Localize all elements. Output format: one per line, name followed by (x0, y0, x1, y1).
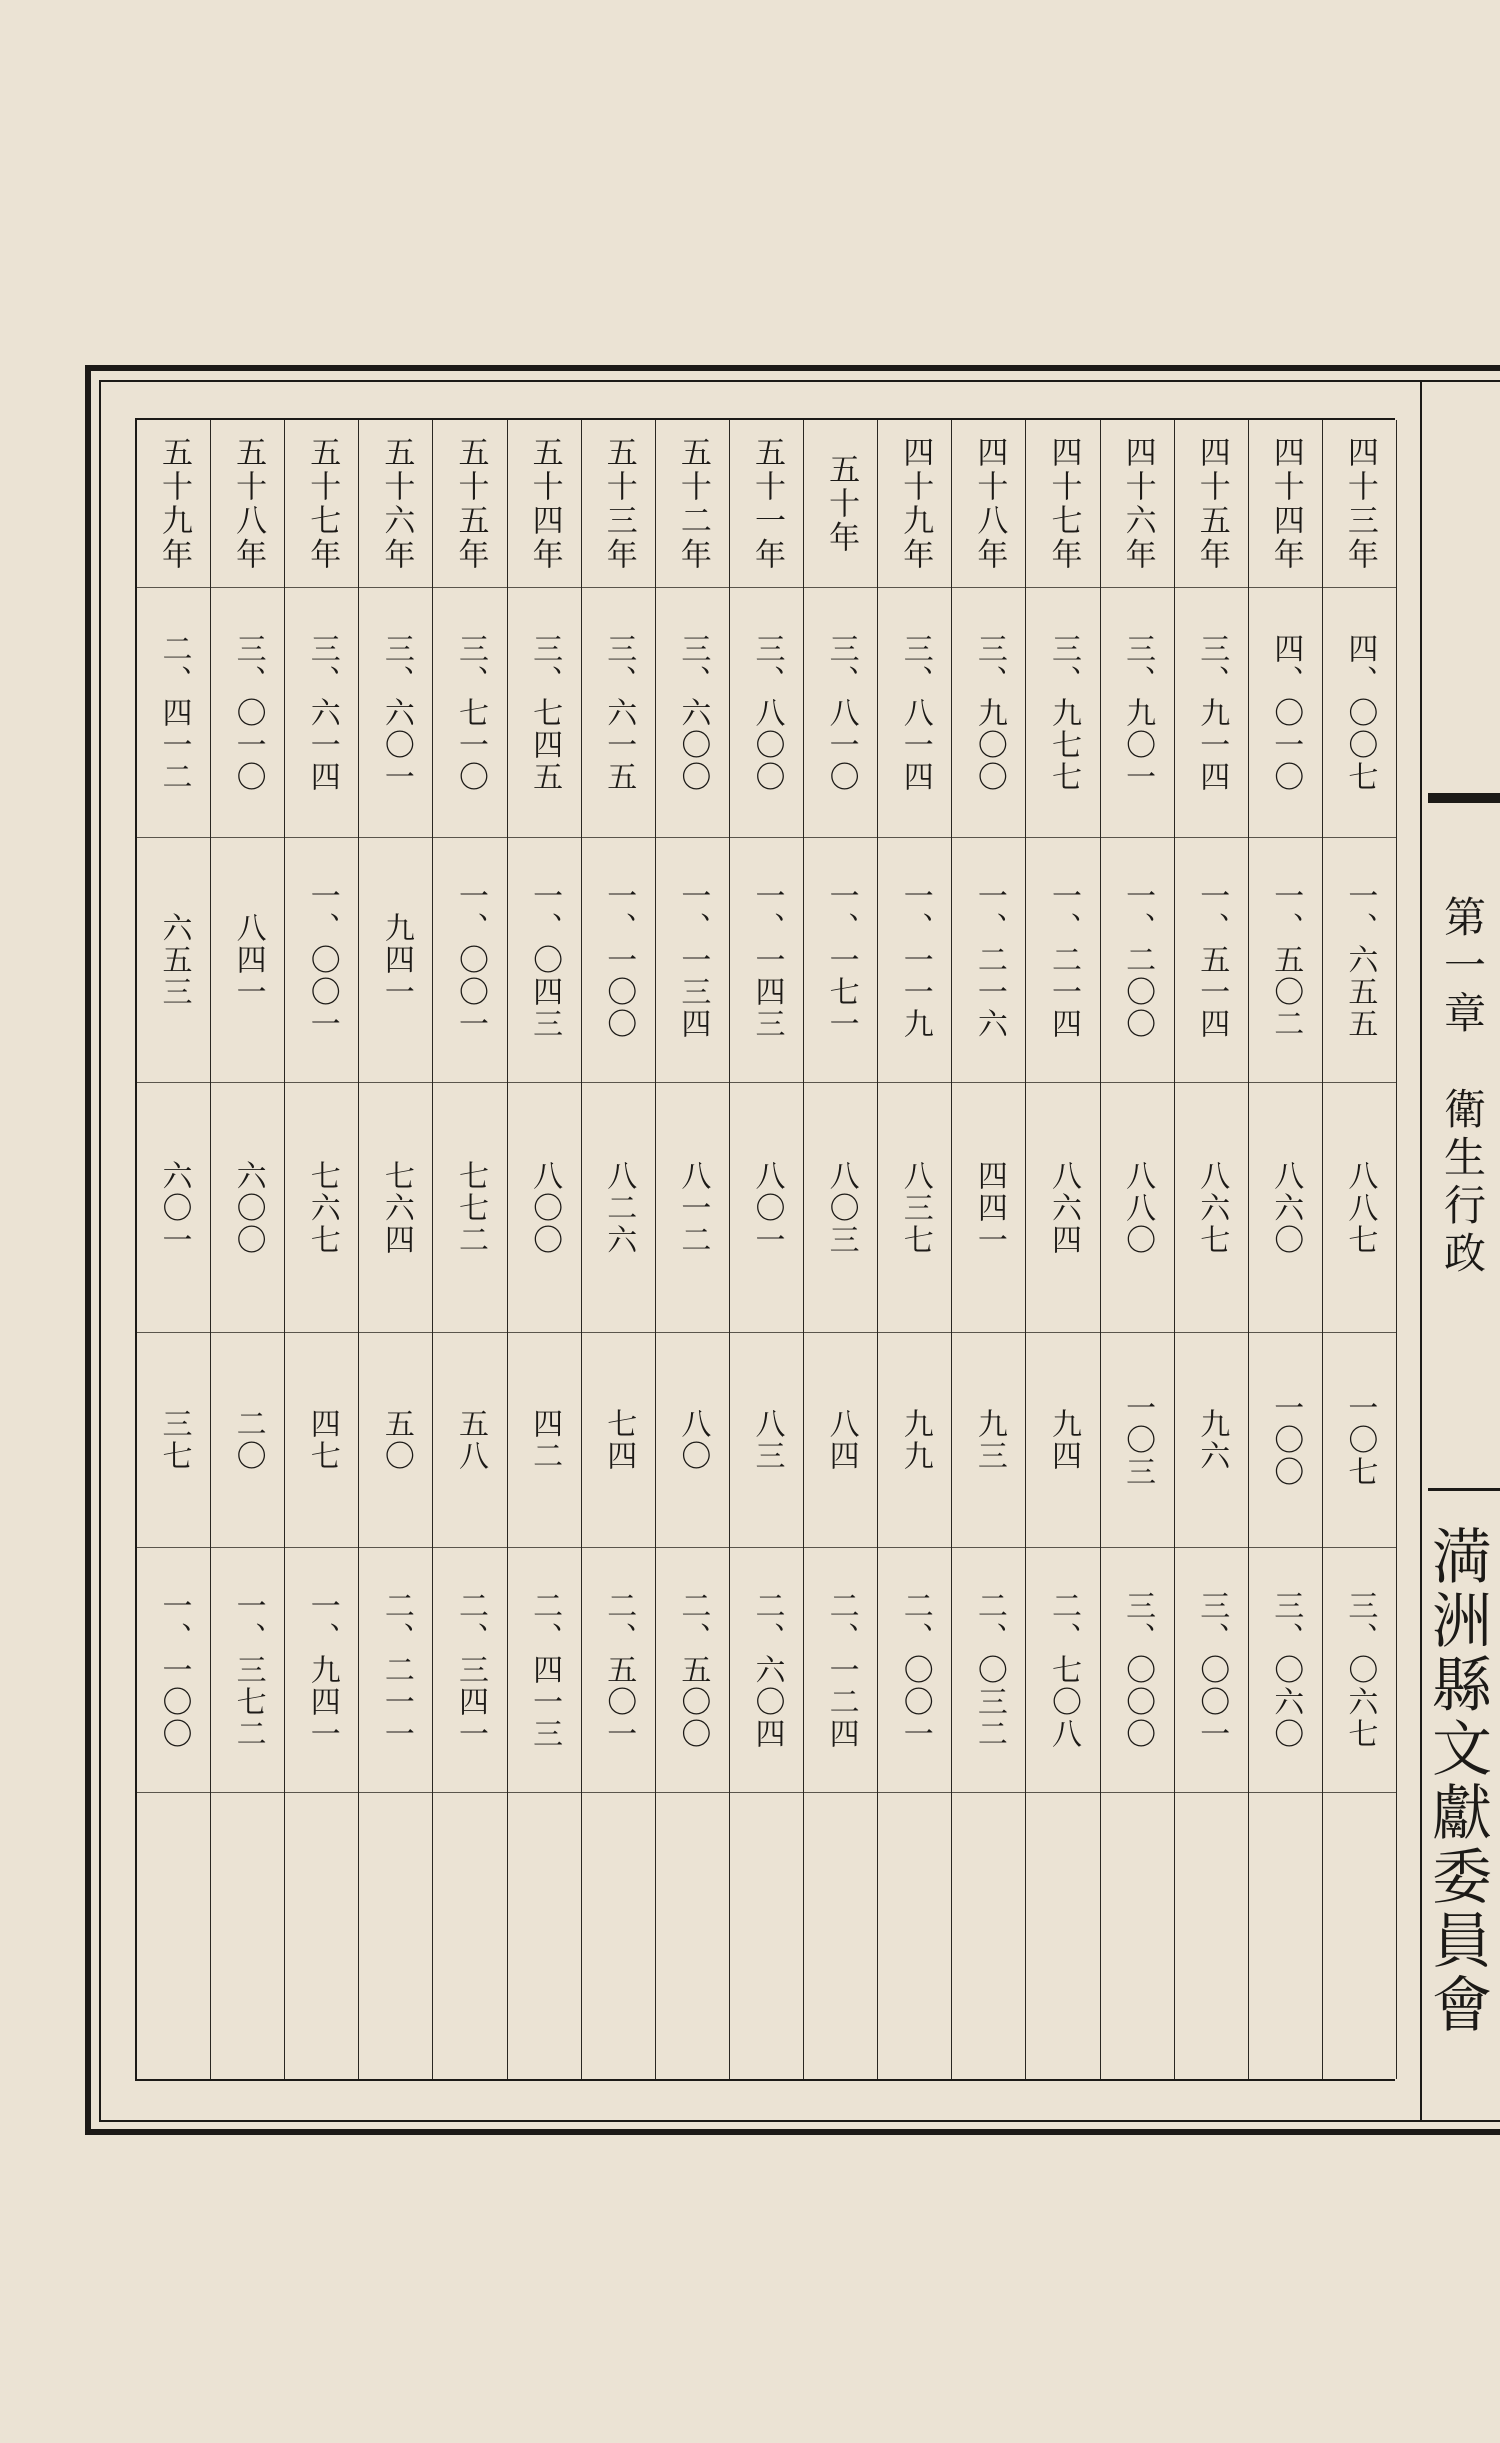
value-cell (952, 838, 1025, 1083)
year-cell (137, 420, 210, 588)
value-text: 四、〇一〇 (1268, 632, 1304, 793)
value-cell (211, 1548, 284, 1793)
value-cell (656, 838, 729, 1083)
value-text: 四七 (304, 1408, 340, 1472)
value-text: 一、五一四 (1194, 880, 1230, 1040)
table-column (730, 420, 804, 2079)
value-cell (582, 838, 655, 1083)
value-cell (656, 1548, 729, 1793)
year-cell (1323, 420, 1396, 588)
value-cell (359, 1548, 432, 1793)
year-label: 四十七年 (1045, 435, 1082, 572)
value-text: 二、〇三二 (971, 1590, 1007, 1750)
value-text: 九六 (1194, 1408, 1230, 1472)
value-text: 七六四 (378, 1159, 414, 1256)
value-text: 二、六〇四 (749, 1590, 785, 1750)
value-cell (1249, 588, 1322, 838)
table-column (804, 420, 878, 2079)
value-text: 一〇七 (1342, 1392, 1378, 1488)
year-cell (656, 420, 729, 588)
year-cell (1249, 420, 1322, 588)
value-cell (952, 1083, 1025, 1333)
value-cell (137, 1083, 210, 1333)
value-cell (952, 588, 1025, 838)
value-cell (1323, 1548, 1396, 1793)
value-cell (730, 1083, 803, 1333)
value-text: 二、五〇一 (601, 1590, 637, 1750)
value-cell (804, 1083, 877, 1333)
value-cell (285, 1333, 358, 1548)
value-text: 一、二一六 (971, 880, 1007, 1040)
value-cell (1175, 1333, 1248, 1548)
value-cell (1323, 838, 1396, 1083)
year-cell (952, 420, 1025, 588)
value-text: 二〇 (230, 1408, 266, 1472)
value-cell (878, 588, 951, 838)
value-cell (878, 1333, 951, 1548)
value-cell (730, 838, 803, 1083)
value-cell (1323, 588, 1396, 838)
value-text: 三、九〇一 (1120, 632, 1156, 793)
value-cell (508, 1333, 581, 1548)
value-text: 六五三 (156, 912, 192, 1008)
value-text: 七四 (601, 1408, 637, 1472)
value-text: 三、九一四 (1194, 632, 1230, 793)
table-column (137, 420, 211, 2079)
value-text: 一〇〇 (1268, 1392, 1304, 1488)
value-text: 八三七 (897, 1159, 933, 1256)
value-text: 八八七 (1342, 1159, 1378, 1256)
value-text: 一、六五五 (1342, 880, 1378, 1040)
value-text: 八八〇 (1120, 1159, 1156, 1256)
value-text: 九九 (897, 1408, 933, 1472)
value-text: 三、〇六〇 (1268, 1590, 1304, 1750)
value-text: 二、四一三 (527, 1590, 563, 1750)
table-column (285, 420, 359, 2079)
value-cell (1175, 1083, 1248, 1333)
value-text: 八一二 (675, 1159, 711, 1256)
value-text: 六〇一 (156, 1159, 192, 1256)
value-text: 八三 (749, 1408, 785, 1472)
value-text: 八〇〇 (527, 1159, 563, 1256)
value-cell (878, 1548, 951, 1793)
year-label: 四十六年 (1119, 435, 1156, 572)
value-text: 三、〇六七 (1342, 1590, 1378, 1750)
value-cell (804, 588, 877, 838)
value-cell (1249, 1083, 1322, 1333)
value-cell (1249, 1333, 1322, 1548)
value-text: 一、九四一 (304, 1590, 340, 1750)
value-cell (804, 1333, 877, 1548)
year-label: 五十六年 (378, 435, 415, 572)
value-cell (730, 1333, 803, 1548)
value-text: 三、七四五 (527, 632, 563, 793)
value-cell (1101, 838, 1174, 1083)
value-text: 三、六一四 (304, 632, 340, 793)
year-cell (582, 420, 655, 588)
value-text: 三、八〇〇 (749, 632, 785, 793)
year-cell (804, 420, 877, 588)
value-cell (211, 588, 284, 838)
value-text: 三七 (156, 1408, 192, 1472)
year-cell (1175, 420, 1248, 588)
year-cell (1026, 420, 1099, 588)
value-text: 三、〇〇〇 (1120, 1590, 1156, 1750)
year-label: 五十七年 (304, 435, 341, 572)
value-text: 二、一二四 (823, 1590, 859, 1750)
value-cell (1175, 1548, 1248, 1793)
year-cell (1101, 420, 1174, 588)
table-column (656, 420, 730, 2079)
value-cell (878, 1083, 951, 1333)
year-label: 五十年 (823, 452, 860, 555)
value-cell (1101, 1333, 1174, 1548)
value-cell (804, 838, 877, 1083)
year-label: 五十四年 (526, 435, 563, 572)
year-label: 五十三年 (600, 435, 637, 572)
value-cell (730, 588, 803, 838)
value-text: 一、〇四三 (527, 880, 563, 1040)
value-cell (359, 1083, 432, 1333)
value-cell (137, 1333, 210, 1548)
publisher-rule (1428, 1488, 1500, 1491)
table-column (1026, 420, 1100, 2079)
value-cell (730, 1548, 803, 1793)
value-cell (1026, 588, 1099, 838)
value-text: 七七二 (453, 1159, 489, 1256)
value-text: 一、五〇二 (1268, 880, 1304, 1040)
value-text: 二、七〇八 (1045, 1590, 1081, 1750)
value-text: 二、三四一 (453, 1590, 489, 1750)
value-text: 一、一三四 (675, 880, 711, 1040)
value-cell (285, 1548, 358, 1793)
value-cell (433, 588, 506, 838)
value-text: 八四 (823, 1408, 859, 1472)
year-label: 五十五年 (452, 435, 489, 572)
value-cell (952, 1333, 1025, 1548)
value-text: 四、〇〇七 (1342, 632, 1378, 793)
value-cell (804, 1548, 877, 1793)
value-cell (137, 838, 210, 1083)
value-cell (1026, 1083, 1099, 1333)
year-label: 五十二年 (674, 435, 711, 572)
value-text: 三、六〇〇 (675, 632, 711, 793)
year-cell (878, 420, 951, 588)
value-text: 一、一一九 (897, 880, 933, 1040)
year-label: 五十八年 (230, 435, 267, 572)
value-cell (137, 588, 210, 838)
value-cell (433, 1548, 506, 1793)
value-text: 八〇三 (823, 1159, 859, 1256)
value-text: 二、四一二 (156, 632, 192, 793)
value-cell (656, 1083, 729, 1333)
value-cell (508, 838, 581, 1083)
value-text: 一、一〇〇 (156, 1590, 192, 1750)
value-cell (582, 1548, 655, 1793)
value-text: 二、五〇〇 (675, 1590, 711, 1750)
year-cell (730, 420, 803, 588)
year-label: 五十一年 (748, 435, 785, 572)
chapter-title: 第一章 衛生行政 (1438, 895, 1487, 1279)
value-text: 一、二〇〇 (1120, 880, 1156, 1040)
value-text: 二、二一一 (378, 1590, 414, 1750)
value-text: 六〇〇 (230, 1159, 266, 1256)
publisher-name: 満洲縣文獻委員會 (1422, 1525, 1492, 2037)
value-text: 八〇 (675, 1408, 711, 1472)
table-column (1175, 420, 1249, 2079)
table-column (582, 420, 656, 2079)
value-text: 五〇 (378, 1408, 414, 1472)
table-column (1101, 420, 1175, 2079)
value-cell (582, 588, 655, 838)
year-cell (508, 420, 581, 588)
value-cell (211, 1333, 284, 1548)
value-cell (137, 1548, 210, 1793)
table-column (952, 420, 1026, 2079)
value-cell (582, 1083, 655, 1333)
value-text: 一〇三 (1120, 1392, 1156, 1488)
value-cell (1101, 588, 1174, 838)
value-text: 三、九七七 (1045, 632, 1081, 793)
value-cell (1323, 1083, 1396, 1333)
value-text: 九四 (1045, 1408, 1081, 1472)
year-cell (359, 420, 432, 588)
value-text: 八六七 (1194, 1159, 1230, 1256)
value-cell (508, 1548, 581, 1793)
chapter-marker-rule (1428, 793, 1500, 803)
value-cell (1026, 1548, 1099, 1793)
value-text: 四四一 (971, 1159, 1007, 1256)
value-text: 一、一〇〇 (601, 880, 637, 1040)
value-text: 二、〇〇一 (897, 1590, 933, 1750)
value-text: 三、八一〇 (823, 632, 859, 793)
value-cell (1175, 838, 1248, 1083)
value-text: 一、三七二 (230, 1590, 266, 1750)
value-cell (656, 1333, 729, 1548)
value-cell (1026, 1333, 1099, 1548)
value-cell (952, 1548, 1025, 1793)
value-text: 八六四 (1045, 1159, 1081, 1256)
table-column (211, 420, 285, 2079)
year-cell (211, 420, 284, 588)
value-cell (359, 1333, 432, 1548)
value-cell (1249, 1548, 1322, 1793)
value-cell (211, 1083, 284, 1333)
value-cell (508, 1083, 581, 1333)
year-label: 四十三年 (1341, 435, 1378, 572)
statistics-table (135, 418, 1395, 2081)
year-label: 四十四年 (1267, 435, 1304, 572)
value-cell (1026, 838, 1099, 1083)
table-column (508, 420, 582, 2079)
value-text: 一、一七一 (823, 880, 859, 1040)
year-cell (285, 420, 358, 588)
table-column (433, 420, 507, 2079)
value-text: 四二 (527, 1408, 563, 1472)
value-cell (656, 588, 729, 838)
value-cell (1101, 1548, 1174, 1793)
value-text: 九三 (971, 1408, 1007, 1472)
table-column (1249, 420, 1323, 2079)
value-cell (1249, 838, 1322, 1083)
value-text: 八四一 (230, 912, 266, 1008)
table-column (359, 420, 433, 2079)
value-cell (359, 838, 432, 1083)
value-text: 三、六〇一 (378, 632, 414, 793)
value-cell (582, 1333, 655, 1548)
value-text: 九四一 (378, 912, 414, 1008)
value-text: 七六七 (304, 1159, 340, 1256)
table-column (1323, 420, 1397, 2079)
value-text: 八六〇 (1268, 1159, 1304, 1256)
value-text: 三、八一四 (897, 632, 933, 793)
value-text: 八二六 (601, 1159, 637, 1256)
value-cell (285, 588, 358, 838)
year-label: 四十五年 (1193, 435, 1230, 572)
year-cell (433, 420, 506, 588)
value-cell (878, 838, 951, 1083)
value-cell (433, 1333, 506, 1548)
value-text: 三、九〇〇 (971, 632, 1007, 793)
year-label: 五十九年 (156, 435, 193, 572)
value-cell (285, 838, 358, 1083)
value-text: 一、〇〇一 (304, 880, 340, 1040)
year-label: 四十九年 (897, 435, 934, 572)
value-text: 五八 (453, 1408, 489, 1472)
value-cell (433, 1083, 506, 1333)
value-cell (1323, 1333, 1396, 1548)
value-text: 八〇一 (749, 1159, 785, 1256)
year-label: 四十八年 (971, 435, 1008, 572)
value-cell (433, 838, 506, 1083)
value-cell (211, 838, 284, 1083)
value-text: 三、七一〇 (453, 632, 489, 793)
value-cell (508, 588, 581, 838)
value-text: 一、一四三 (749, 880, 785, 1040)
value-cell (1175, 588, 1248, 838)
value-cell (285, 1083, 358, 1333)
value-cell (359, 588, 432, 838)
value-text: 一、二一四 (1045, 880, 1081, 1040)
value-text: 三、〇〇一 (1194, 1590, 1230, 1750)
value-text: 三、六一五 (601, 632, 637, 793)
value-text: 三、〇一〇 (230, 632, 266, 793)
value-cell (1101, 1083, 1174, 1333)
table-column (878, 420, 952, 2079)
value-text: 一、〇〇一 (453, 880, 489, 1040)
